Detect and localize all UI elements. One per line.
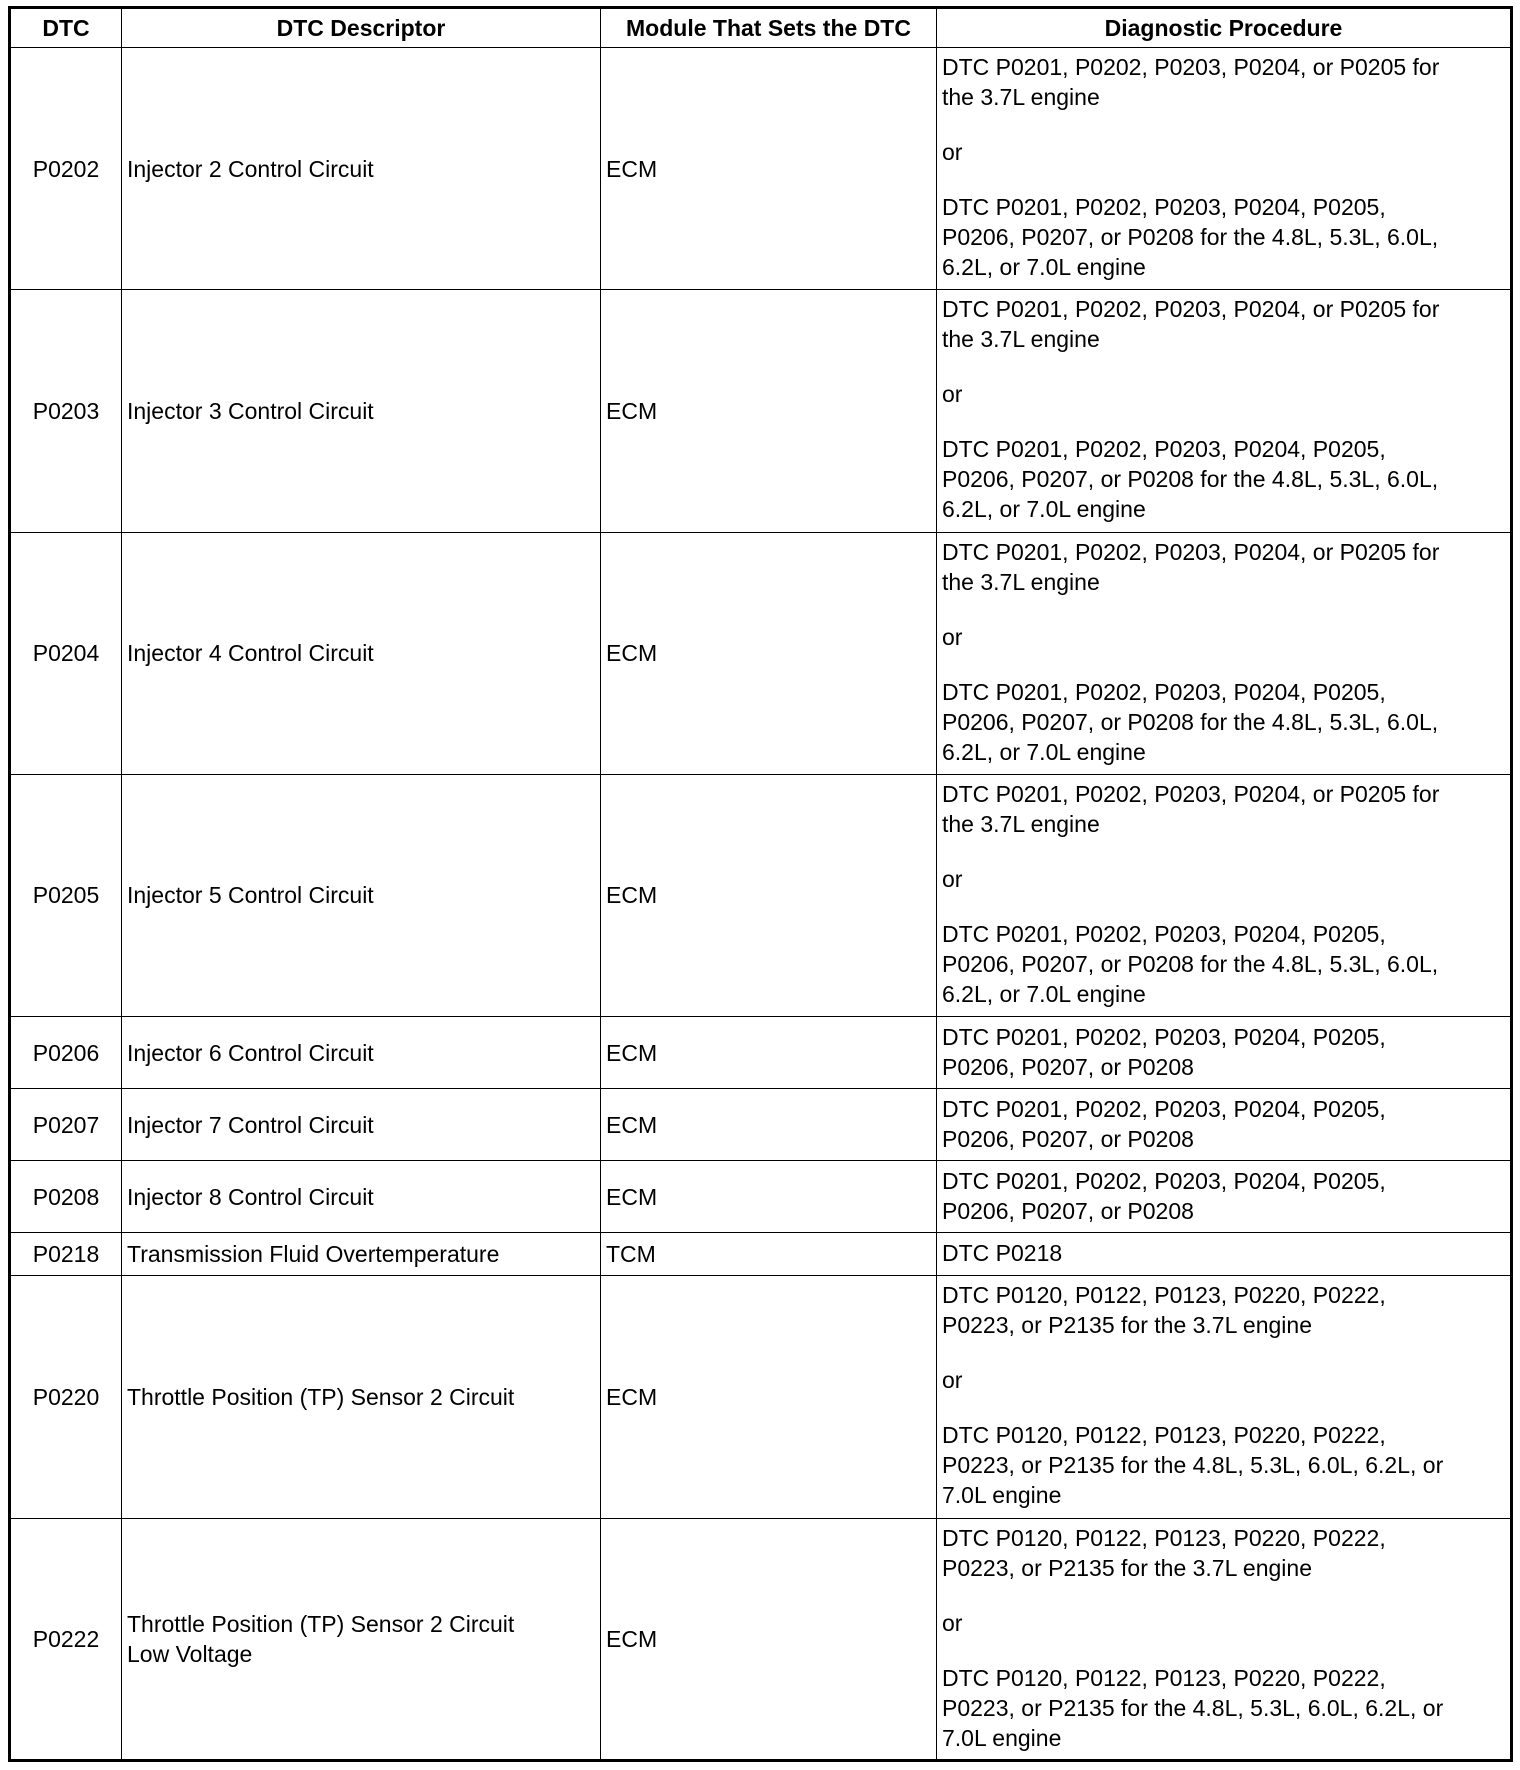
dtc-code: P0222: [10, 1518, 122, 1760]
procedure-line: DTC P0201, P0202, P0203, P0204, or P0205 for: [942, 54, 1440, 80]
module: ECM: [601, 48, 937, 290]
paragraph-gap: [942, 1395, 1505, 1420]
diagnostic-procedure: [937, 1161, 1512, 1233]
dtc-code: P0218: [10, 1233, 122, 1276]
procedure-line: DTC P0201, P0202, P0203, P0204, or P0205 for: [942, 538, 1440, 565]
dtc-descriptor: [122, 1089, 601, 1161]
module: ECM: [601, 774, 937, 1016]
procedure-line: DTC P0120, P0122, P0123, P0220, P0222,: [942, 1664, 1386, 1691]
table-row: [10, 290, 1512, 532]
module: ECM: [601, 1518, 937, 1760]
dtc-code: P0205: [10, 774, 122, 1016]
module: TCM: [601, 1233, 937, 1276]
procedure-line: P0223, or P2135 for the 3.7L engine: [942, 1554, 1312, 1581]
diagnostic-procedure: [937, 48, 1512, 290]
paragraph-gap: [942, 354, 1505, 379]
procedure-line: P0206, P0207, or P0208: [942, 1197, 1194, 1224]
procedure-line: P0206, P0207, or P0208 for the 4.8L, 5.3L, 6.0L,: [942, 224, 1439, 250]
paragraph-gap: [942, 112, 1505, 137]
dtc-code: P0220: [10, 1276, 122, 1518]
descriptor-line: Throttle Position (TP) Sensor 2 Circuit: [127, 1384, 515, 1411]
table-row: [10, 1089, 1512, 1161]
procedure-line: P0223, or P2135 for the 3.7L engine: [942, 1312, 1312, 1339]
dtc-code: P0207: [10, 1089, 122, 1161]
procedure-line: DTC P0201, P0202, P0203, P0204, or P0205 for: [942, 296, 1440, 323]
dtc-table: [8, 6, 1513, 1762]
procedure-line: 6.2L, or 7.0L engine: [942, 496, 1146, 523]
procedure-line: or: [942, 1367, 963, 1394]
diagnostic-procedure: [937, 1017, 1512, 1089]
procedure-line: DTC P0201, P0202, P0203, P0204, P0205,: [942, 920, 1386, 947]
dtc-descriptor: [122, 48, 601, 290]
header-dtc: DTC: [10, 8, 122, 48]
table-body: [10, 48, 1512, 1761]
procedure-line: the 3.7L engine: [942, 326, 1100, 353]
dtc-descriptor: [122, 1017, 601, 1089]
procedure-line: P0206, P0207, or P0208: [942, 1053, 1194, 1080]
procedure-line: 6.2L, or 7.0L engine: [942, 254, 1146, 280]
dtc-code: P0202: [10, 48, 122, 290]
paragraph-gap: [942, 409, 1505, 434]
paragraph-gap: [942, 652, 1505, 677]
procedure-line: DTC P0120, P0122, P0123, P0220, P0222,: [942, 1422, 1386, 1449]
procedure-line: 6.2L, or 7.0L engine: [942, 980, 1146, 1007]
procedure-line: P0206, P0207, or P0208 for the 4.8L, 5.3L, 6.0L,: [942, 708, 1439, 735]
procedure-line: P0206, P0207, or P0208 for the 4.8L, 5.3L, 6.0L,: [942, 950, 1439, 977]
diagnostic-procedure: [937, 774, 1512, 1016]
header-module: Module That Sets the DTC: [601, 8, 937, 48]
paragraph-gap: [942, 167, 1505, 192]
procedure-line: the 3.7L engine: [942, 810, 1100, 837]
module: ECM: [601, 1089, 937, 1161]
header-dtc-descriptor: DTC Descriptor: [122, 8, 601, 48]
paragraph-gap: [942, 839, 1505, 864]
dtc-descriptor: [122, 290, 601, 532]
procedure-line: or: [942, 381, 963, 408]
module: ECM: [601, 532, 937, 774]
table-row: [10, 1017, 1512, 1089]
paragraph-gap: [942, 1638, 1505, 1663]
procedure-line: or: [942, 139, 963, 165]
procedure-line: P0206, P0207, or P0208: [942, 1125, 1194, 1152]
procedure-line: DTC P0120, P0122, P0123, P0220, P0222,: [942, 1524, 1386, 1551]
procedure-line: P0206, P0207, or P0208 for the 4.8L, 5.3L, 6.0L,: [942, 466, 1439, 493]
descriptor-line: Transmission Fluid Overtemperature: [127, 1241, 500, 1268]
table-row: [10, 48, 1512, 290]
paragraph-gap: [942, 1340, 1505, 1365]
table-row: [10, 532, 1512, 774]
module: ECM: [601, 1276, 937, 1518]
descriptor-line: Injector 4 Control Circuit: [127, 640, 374, 667]
table-row: [10, 1518, 1512, 1760]
procedure-line: DTC P0201, P0202, P0203, P0204, P0205,: [942, 194, 1386, 220]
procedure-line: or: [942, 865, 963, 892]
descriptor-line: Injector 7 Control Circuit: [127, 1111, 374, 1138]
header-row: [10, 8, 1512, 48]
procedure-line: DTC P0201, P0202, P0203, P0204, P0205,: [942, 678, 1386, 705]
dtc-descriptor: [122, 1518, 601, 1760]
descriptor-line: Injector 3 Control Circuit: [127, 397, 374, 424]
procedure-line: DTC P0201, P0202, P0203, P0204, P0205,: [942, 1095, 1386, 1122]
procedure-line: DTC P0218: [942, 1240, 1063, 1267]
descriptor-line: Injector 8 Control Circuit: [127, 1183, 374, 1210]
dtc-descriptor: [122, 774, 601, 1016]
descriptor-line: Injector 6 Control Circuit: [127, 1039, 374, 1066]
diagnostic-procedure: [937, 1089, 1512, 1161]
dtc-code: P0203: [10, 290, 122, 532]
paragraph-gap: [942, 894, 1505, 919]
diagnostic-procedure: [937, 1518, 1512, 1760]
procedure-line: or: [942, 623, 963, 650]
paragraph-gap: [942, 1583, 1505, 1608]
procedure-line: 6.2L, or 7.0L engine: [942, 738, 1146, 765]
module: ECM: [601, 1161, 937, 1233]
descriptor-line: Throttle Position (TP) Sensor 2 Circuit: [127, 1610, 515, 1637]
module: ECM: [601, 290, 937, 532]
procedure-line: P0223, or P2135 for the 4.8L, 5.3L, 6.0L, 6.2L, or: [942, 1694, 1444, 1721]
dtc-code: P0204: [10, 532, 122, 774]
descriptor-line: Injector 5 Control Circuit: [127, 882, 374, 909]
procedure-line: P0223, or P2135 for the 4.8L, 5.3L, 6.0L, 6.2L, or: [942, 1452, 1444, 1479]
dtc-descriptor: [122, 1276, 601, 1518]
dtc-code: P0208: [10, 1161, 122, 1233]
procedure-line: or: [942, 1609, 963, 1636]
diagnostic-procedure: [937, 1233, 1512, 1276]
diagnostic-procedure: [937, 532, 1512, 774]
procedure-line: 7.0L engine: [942, 1482, 1062, 1509]
descriptor-line: Low Voltage: [127, 1640, 253, 1667]
procedure-line: DTC P0201, P0202, P0203, P0204, or P0205 for: [942, 780, 1440, 807]
table-row: [10, 1233, 1512, 1276]
procedure-line: DTC P0201, P0202, P0203, P0204, P0205,: [942, 1167, 1386, 1194]
dtc-descriptor: [122, 1233, 601, 1276]
table-row: [10, 774, 1512, 1016]
dtc-descriptor: [122, 1161, 601, 1233]
paragraph-gap: [942, 597, 1505, 622]
descriptor-line: Injector 2 Control Circuit: [127, 155, 374, 182]
diagnostic-procedure: [937, 1276, 1512, 1518]
procedure-line: the 3.7L engine: [942, 84, 1100, 110]
procedure-line: the 3.7L engine: [942, 568, 1100, 595]
procedure-line: DTC P0201, P0202, P0203, P0204, P0205,: [942, 1023, 1386, 1050]
dtc-code: P0206: [10, 1017, 122, 1089]
procedure-line: 7.0L engine: [942, 1724, 1062, 1751]
module: ECM: [601, 1017, 937, 1089]
diagnostic-procedure: [937, 290, 1512, 532]
dtc-descriptor: [122, 532, 601, 774]
table-row: [10, 1161, 1512, 1233]
table-row: [10, 1276, 1512, 1518]
procedure-line: DTC P0201, P0202, P0203, P0204, P0205,: [942, 436, 1386, 463]
header-diagnostic-procedure: Diagnostic Procedure: [937, 8, 1512, 48]
procedure-line: DTC P0120, P0122, P0123, P0220, P0222,: [942, 1282, 1386, 1309]
